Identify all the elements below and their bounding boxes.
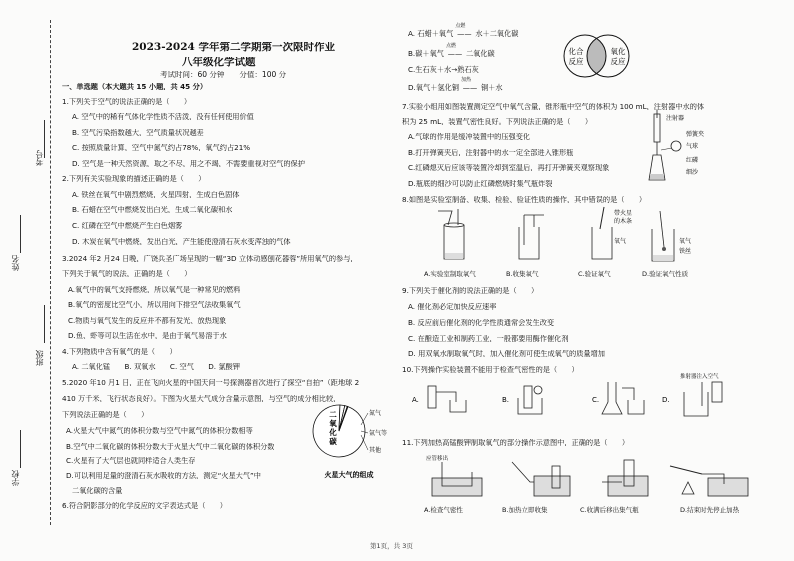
left-text-line: 2.下列有关实验现象的描述正确的是（ ） [62,175,206,183]
q10-figure-c [592,382,644,414]
q7-label-clamp: 弹簧夹 [686,131,705,138]
q11-caption-a: A.检查气密性 [424,506,463,514]
svg-text:的木条: 的木条 [614,218,633,225]
q7-label-sand: 细沙 [686,169,699,176]
right-text-line: 9.下列关于催化剂的说法正确的是（ ） [402,287,539,295]
q7-label-phosphorus: 红磷 [686,157,699,164]
right-text-line: C.红磷熄灭后应该等装置冷却到室温后，再打开弹簧夹观察现象 [408,164,610,172]
pie-label-co2-char: 二 [329,410,337,419]
left-text-line: D.鱼、虾等可以生活在水中，是由于氧气易溶于水 [68,332,227,340]
svg-text:铁丝: 铁丝 [679,248,692,255]
q11-label: 应管移出 [426,456,449,462]
left-text-line: C.物质与氧气发生的反应并不都有发光、放热现象 [68,317,227,325]
right-text-line: 7.实验小组用如图装置测定空气中氧气含量，锥形瓶中空气的体积为 100 mL，注射器中水的体 [402,103,705,111]
left-text-line: C.火星有了大气层也就同样适合人类生存 [66,457,196,465]
left-text-line: A.火星大气中氮气的体积分数与空气中氮气的体积分数相等 [66,427,253,435]
left-text-line: C. 按照质量计算，空气中氮气约占78%，氧气约占21% [72,144,251,152]
left-text-line: 下列关于氧气的说法，正确的是（ ） [62,270,192,278]
left-text-line: A. 铁丝在氧气中剧烈燃烧，火星四射，生成白色固体 [72,191,240,199]
right-text-line: A. 催化剂必定加快反应速率 [408,303,497,311]
q7-label-syringe: 注射器 [666,115,685,122]
venn-left-label-1: 化合 [568,47,584,56]
svg-text:A.: A. [412,396,419,404]
q7-label-balloon: 气球 [686,143,699,150]
right-text-line: B. 反应前后催化剂的化学性质通常会发生改变 [408,319,555,327]
venn-right-label-2: 反应 [610,57,626,66]
q8-caption-c: C.验证氧气 [578,270,611,278]
q11-figure-b [512,462,570,496]
pie-label-2: 氩气等 [369,430,388,437]
svg-text:B.: B. [502,396,510,404]
left-text-line: A. 二氧化锰 B. 双氧水 C. 空气 D. 氯酸钾 [72,363,240,371]
q6-option: C.生石灰＋水→熟石灰 [408,65,479,74]
left-text-line: 3.2024 年2 月24 日晚，广饶兵圣广场呈现的一幅“3D 立体动感刨花器蓉”所用氧气的参与， [62,255,358,263]
left-text-line: 6.符合阴影部分的化学反应的文字表达式是（ ） [62,502,227,510]
pie-label-co2-char: 氧 [329,419,337,428]
exam-number-label: 考号 [35,150,44,166]
left-text-line: 4.下列物质中含有氧气的是（ ） [62,348,177,356]
svg-text:氧气: 氧气 [614,238,627,245]
left-text-line: B.氧气的密度比空气小，所以用向下排空气法收集氧气 [68,301,241,309]
class-label: 班级 [35,350,44,366]
left-text-line: 5.2020 年10 月1 日，正在飞向火星的中国天问一号探测器首次进行了探空“自拍”（距地球 2 [62,379,360,387]
pie-label-co2-char: 碳 [329,437,337,446]
exam-subtitle: 八年级化学试题 [182,57,256,68]
q6-option: B.碳＋氧气 —— 点燃 二氧化碳 [408,43,495,58]
q8-figure-d [652,211,691,261]
q11-caption-c: C.收满后移出集气瓶 [580,506,639,514]
svg-text:D.: D. [662,396,670,404]
q8-caption-d: D.验证氧气性质 [642,270,689,278]
venn-diagram [560,33,634,79]
pie-label-co2-char: 化 [329,428,337,437]
left-text-line: D. 木炭在氧气中燃烧，发出白光，产生能使澄清石灰水变浑浊的气体 [72,238,291,246]
mars-atmosphere-pie [309,397,389,479]
q7-apparatus [634,110,744,185]
right-text-line: C. 在酿造工业和制药工业，一般都要用酶作催化剂 [408,335,569,343]
left-text-line: A.氧气中的氧气支持燃烧，所以氧气是一种常见的燃料 [68,286,241,294]
left-text-line: 下列说法正确的是（ ） [62,411,149,419]
left-text-line: A. 空气中的稀有气体化学性质不活泼，没有任何使用价值 [72,113,254,121]
school-label: 学校 [11,470,20,486]
left-text-line: C. 红磷在空气中燃烧产生白色烟雾 [72,222,183,230]
left-text-line: 1.下列关于空气的说法正确的是（ ） [62,98,192,106]
q8-figure-a [438,209,464,259]
q10-figures [412,372,762,420]
right-text-line: D.瓶底的细沙可以防止红磷燃烧时集气瓶炸裂 [408,180,553,188]
right-text-line: 积为 25 mL，装置气密性良好。下列说法正确的是（ ） [402,118,593,126]
page-footer: 第1页，共 3页 [370,542,413,550]
left-text-line: D.可以利用足量的澄清石灰水吸收的方法，测定“火星大气”中 [66,472,261,480]
q11-figure-a [426,454,482,496]
q11-caption-d: D.结束时先停止加热 [680,506,740,514]
right-text-line: 8.如图是实验室制备、收集、检验、验证性质的操作，其中错误的是（ ） [402,196,647,204]
venn-left-label-2: 反应 [568,57,584,66]
exam-info: 考试时间：60 分钟 分值：100 分 [160,71,287,79]
venn-right-label-1: 氧化 [610,47,626,56]
pie-caption: 火星大气的组成 [324,471,374,479]
right-text-line: D. 用双氧水制取氧气时，加入催化剂可使生成氧气的质量增加 [408,350,605,358]
q11-caption-b: B.加热立即收集 [502,506,548,514]
left-text-line: B. 石蜡在空气中燃烧发出白光，生成二氧化碳和水 [72,206,233,214]
right-text-line: A.气球的作用是缓冲装置中的压强变化 [408,133,531,141]
q8-figure-c [592,207,632,259]
q11-figure-c [602,460,648,496]
right-text-line: B.打开弹簧夹后，注射器中的水一定全部进入锥形瓶 [408,149,574,157]
q6-option: A. 石蜡＋氧气 —— 点燃 水＋二氧化碳 [408,23,519,38]
exam-title: 2023-2024 学年第二学期第一次限时作业 [132,42,335,53]
left-text-line: D. 空气是一种天然资源，取之不尽，用之不竭，不需要重视对空气的保护 [72,160,305,168]
left-text-line: B.空气中二氧化碳的体积分数大于火星大气中二氧化碳的体积分数 [66,443,275,451]
q8-figure-b [519,215,544,259]
q8-caption-a: A.实验室制取氧气 [424,270,476,278]
q11-figure-d [670,466,748,496]
binding-margin [0,0,52,561]
q10-label: 推射器注入空气 [680,374,719,380]
q10-figure-a [412,386,466,412]
binding-dashed-line [50,20,51,525]
q10-figure-b [502,386,542,414]
right-text-line: 10.下列操作实验装置不能用于检查气密性的是（ ） [402,366,579,374]
pie-label-3: 其他 [369,447,382,454]
left-text-line: 410 万千米，飞行状态良好）。下图为火星大气成分含量示意图，与空气的成分相比较， [62,395,341,403]
right-text-line: 11.下列加热高锰酸钾制取氧气的部分操作示意图中，正确的是（ ） [402,439,630,447]
q6-option: D.氧气＋氢化铜 —— 加热 铜＋水 [408,77,503,92]
q8-figures [424,205,714,267]
svg-text:氧气: 氧气 [679,238,692,245]
left-text-line: 一、单选题（本大题共 15 小题，共 45 分） [62,83,208,91]
svg-text:带火星: 带火星 [614,210,633,217]
svg-text:C.: C. [592,396,600,404]
name-label: 姓名 [11,255,20,271]
pie-label-1: 氮气 [369,410,382,417]
q10-figure-d [662,372,722,416]
left-text-line: 二氧化碳的含量 [72,487,123,495]
left-text-line: B. 空气污染指数越大，空气质量状况越差 [72,129,204,137]
q11-figures [412,452,762,502]
q8-caption-b: B.收集氧气 [506,270,539,278]
